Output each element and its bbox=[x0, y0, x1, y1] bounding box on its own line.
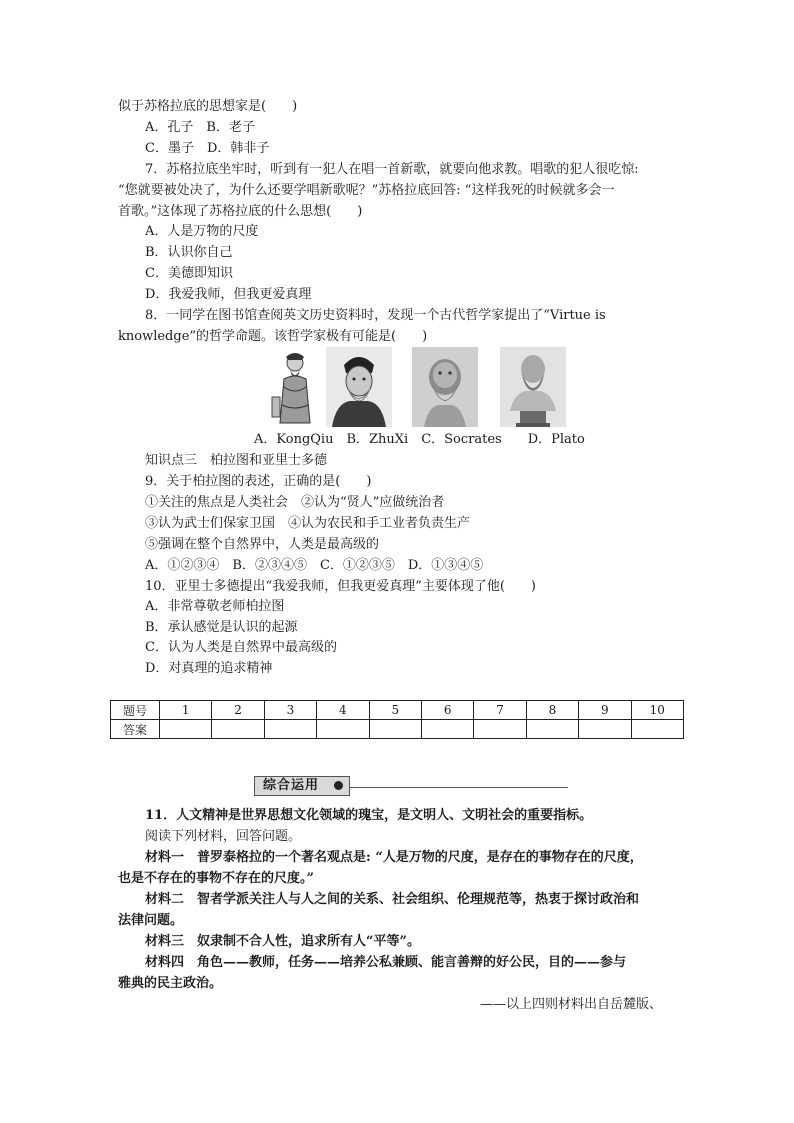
question-number-cell: 1 bbox=[160, 701, 212, 720]
q11-stem-line1: 11．人文精神是世界思想文化领域的瑰宝，是文明人、文明社会的重要指标。 bbox=[145, 808, 593, 823]
q6-options-cd: C．墨子 D．韩非子 bbox=[145, 141, 270, 156]
answer-cell[interactable] bbox=[631, 720, 683, 739]
q6-options-ab: A．孔子 B．老子 bbox=[145, 120, 255, 135]
q11-stem-line2: 阅读下列材料，回答问题。 bbox=[145, 829, 302, 844]
answer-cell[interactable] bbox=[474, 720, 526, 739]
table-head-number: 题号 bbox=[111, 701, 160, 720]
question-number-cell: 7 bbox=[474, 701, 526, 720]
q9-statements-1: ①关注的焦点是人类社会 ②认为“贤人”应做统治者 bbox=[145, 495, 445, 510]
q10-option-d: D．对真理的追求精神 bbox=[145, 661, 273, 676]
question-number-cell: 10 bbox=[631, 701, 683, 720]
question-number-cell: 9 bbox=[579, 701, 631, 720]
q7-option-c: C．美德即知识 bbox=[145, 266, 233, 281]
material-3: 材料三 奴隶制不合人性，追求所有人“平等”。 bbox=[145, 934, 420, 949]
material-4-line1: 材料四 角色——教师，任务——培养公私兼顾、能言善辩的好公民，目的——参与 bbox=[145, 955, 627, 970]
q7-option-d: D．我爱我师，但我更爱真理 bbox=[145, 287, 312, 302]
q9-statements-2: ③认为武士们保家卫国 ④认为农民和手工业者负责生产 bbox=[145, 516, 471, 531]
q7-stem-line3: 首歌。”这体现了苏格拉底的什么思想( ) bbox=[118, 204, 363, 219]
answer-cell[interactable] bbox=[369, 720, 421, 739]
q10-option-b: B．承认感觉是认识的起源 bbox=[145, 620, 298, 635]
question-number-cell: 8 bbox=[526, 701, 578, 720]
question-number-cell: 3 bbox=[264, 701, 316, 720]
q9-options: A．①②③④ B．②③④⑤ C．①②③⑤ D．①③④⑤ bbox=[145, 558, 484, 573]
kongqiu-figure-icon bbox=[262, 347, 328, 427]
q7-stem-line1: 7．苏格拉底坐牢时，听到有一犯人在唱一首新歌，就要向他求教。唱歌的犯人很吃惊: bbox=[145, 162, 639, 177]
answer-cell[interactable] bbox=[526, 720, 578, 739]
material-2-line1: 材料二 智者学派关注人与人之间的关系、社会组织、伦理规范等，热衷于探讨政治和 bbox=[145, 892, 640, 907]
question-number-cell: 2 bbox=[212, 701, 264, 720]
answer-cell[interactable] bbox=[160, 720, 212, 739]
q8-stem-line1: 8．一同学在图书馆查阅英文历史资料时，发现一个古代哲学家提出了“Virtue is bbox=[145, 308, 606, 323]
answer-cell[interactable] bbox=[317, 720, 369, 739]
q10-option-a: A．非常尊敬老师柏拉图 bbox=[145, 599, 285, 614]
section-divider bbox=[350, 787, 568, 788]
bullet-dot-icon bbox=[334, 781, 343, 790]
material-2-line2: 法律问题。 bbox=[118, 913, 184, 928]
answer-table bbox=[110, 700, 684, 739]
material-1-line2: 也是不存在的事物不存在的尺度。” bbox=[118, 871, 314, 886]
section-comprehensive-title: 综合运用 bbox=[254, 776, 350, 796]
q7-option-b: B．认识你自己 bbox=[145, 245, 233, 260]
table-row bbox=[111, 720, 684, 739]
answer-cell[interactable] bbox=[579, 720, 631, 739]
question-number-cell: 5 bbox=[369, 701, 421, 720]
plato-bust-icon bbox=[500, 347, 566, 427]
q8-stem-line2: knowledge”的哲学命题。该哲学家极有可能是( ) bbox=[118, 329, 428, 344]
section3-title: 知识点三 柏拉图和亚里士多德 bbox=[145, 453, 328, 468]
q7-option-a: A．人是万物的尺度 bbox=[145, 224, 259, 239]
table-row bbox=[111, 701, 684, 720]
socrates-bust-icon bbox=[412, 347, 478, 427]
material-4-line2: 雅典的民主政治。 bbox=[118, 976, 223, 991]
q7-stem-line2: “您就要被处决了，为什么还要学唱新歌呢？”苏格拉底回答: “这样我死的时候就多会一 bbox=[118, 183, 615, 198]
material-1-line1: 材料一 普罗泰格拉的一个著名观点是: “人是万物的尺度，是存在的事物存在的尺度， bbox=[145, 850, 643, 865]
materials-source: ——以上四则材料出自岳麓版、 bbox=[480, 997, 663, 1012]
q8-options: A．KongQiu B．ZhuXi C．Socrates D．Plato bbox=[254, 432, 585, 447]
answer-cell[interactable] bbox=[264, 720, 316, 739]
q10-stem: 10．亚里士多德提出“我爱我师，但我更爱真理”主要体现了他( ) bbox=[145, 579, 536, 594]
q6-stem: 似于苏格拉底的思想家是( ) bbox=[118, 99, 298, 114]
q9-statements-3: ⑤强调在整个自然界中，人类是最高级的 bbox=[145, 537, 380, 552]
q9-stem: 9．关于柏拉图的表述，正确的是( ) bbox=[145, 474, 372, 489]
question-number-cell: 4 bbox=[317, 701, 369, 720]
answer-cell[interactable] bbox=[212, 720, 264, 739]
zhuxi-portrait-icon bbox=[326, 347, 392, 427]
answer-cell[interactable] bbox=[421, 720, 473, 739]
table-head-answer: 答案 bbox=[111, 720, 160, 739]
question-number-cell: 6 bbox=[421, 701, 473, 720]
q10-option-c: C．认为人类是自然界中最高级的 bbox=[145, 640, 337, 655]
